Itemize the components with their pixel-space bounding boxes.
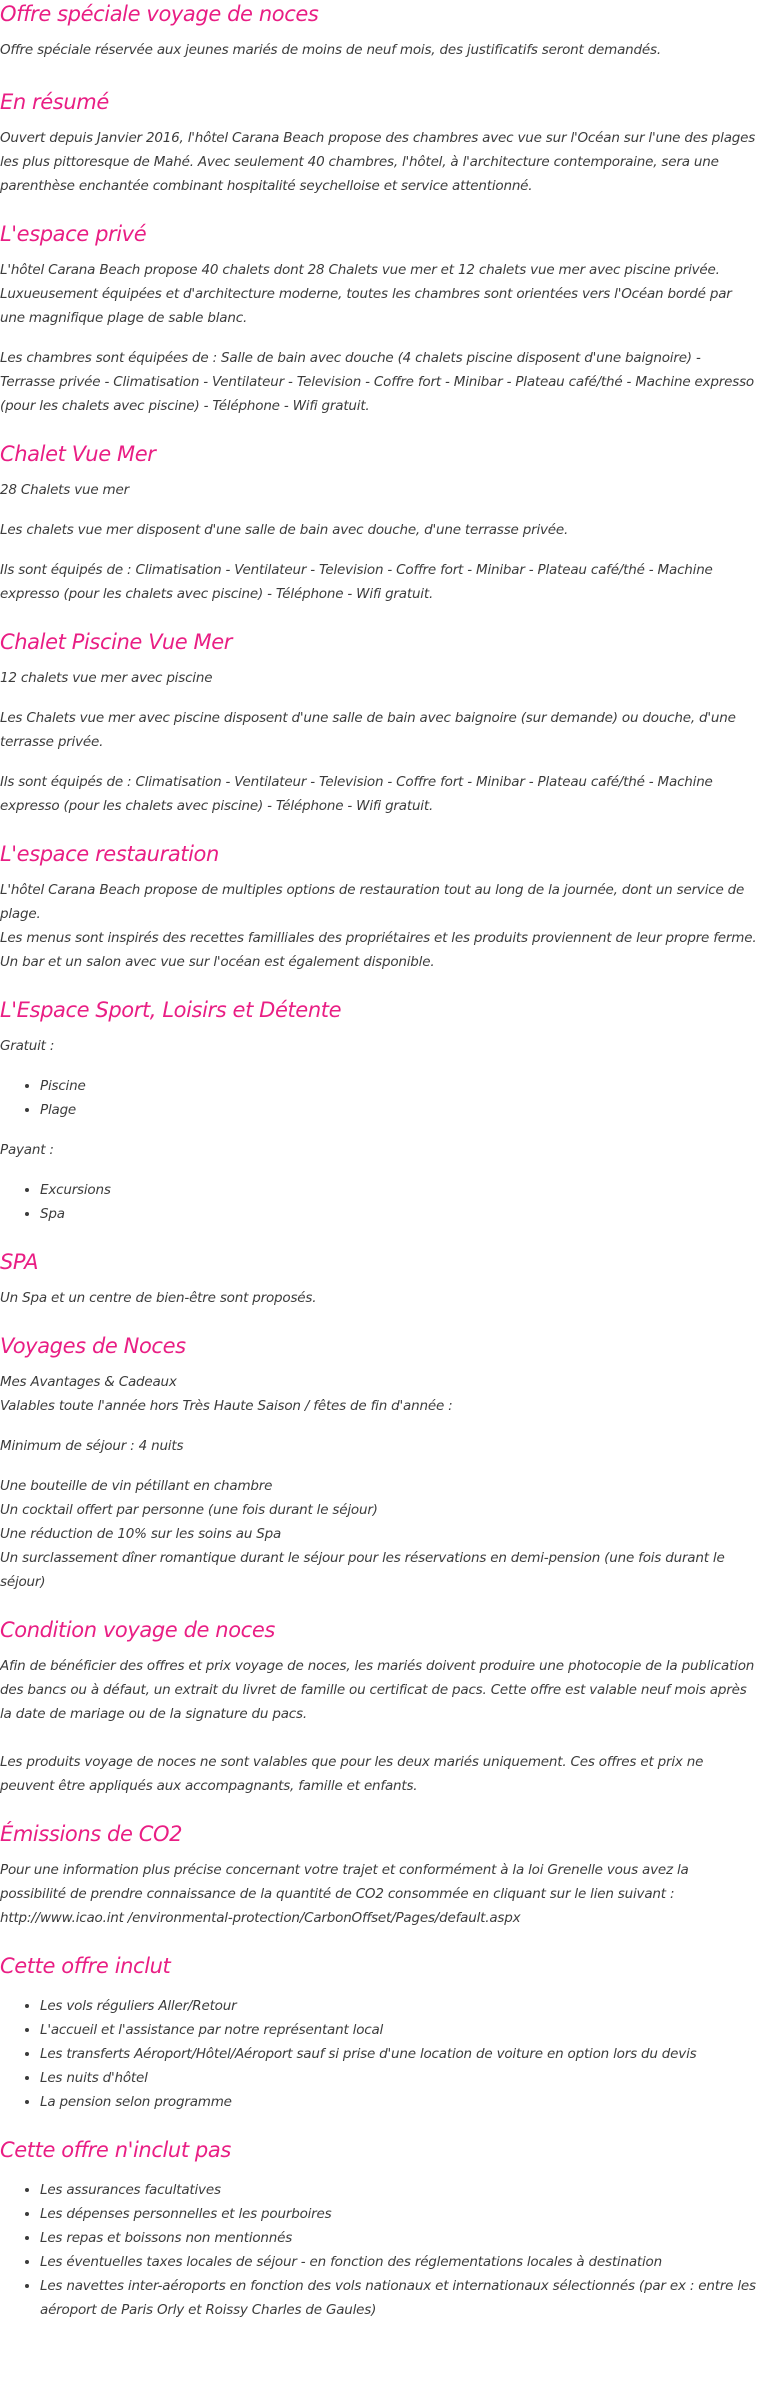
section-title: Émissions de CO2 bbox=[0, 1822, 183, 1846]
section-title: Chalet Piscine Vue Mer bbox=[0, 630, 233, 654]
section-chalet-piscine bbox=[0, 628, 758, 818]
section-chalet-vue-mer bbox=[0, 440, 758, 606]
list-ninclut bbox=[0, 2178, 758, 2322]
paragraph: Un Spa et un centre de bien-être sont proposés. bbox=[0, 1290, 317, 1306]
list-inclut bbox=[0, 1994, 758, 2114]
list-item: • Les nuits d'hôtel bbox=[40, 2066, 758, 2090]
section-title: Cette offre inclut bbox=[0, 1954, 171, 1978]
list-item: • Les assurances facultatives bbox=[40, 2178, 758, 2202]
section-title: Condition voyage de noces bbox=[0, 1618, 275, 1642]
section-voyages bbox=[0, 1332, 758, 1594]
list-item: • Les transferts Aéroport/Hôtel/Aéroport sauf si prise d'une location de voiture en option lors du devis bbox=[40, 2042, 758, 2066]
list-item: • Les éventuelles taxes locales de séjour - en fonction des réglementations locales à destination bbox=[40, 2250, 758, 2274]
paragraph: Les produits voyage de noces ne sont valables que pour les deux mariés uniquement. Ces offres et prix ne peuvent être appliqués aux accompagnants, famille et enfants. bbox=[0, 1754, 704, 1794]
paragraph-line: Un bar et un salon avec vue sur l'océan est également disponible. bbox=[0, 954, 435, 970]
section-sport bbox=[0, 996, 758, 1226]
section-title: Cette offre n'inclut pas bbox=[0, 2138, 231, 2162]
paragraph-line: Un surclassement dîner romantique durant le séjour pour les réservations en demi-pension (une fois durant le séjour) bbox=[0, 1550, 725, 1590]
paragraph: L'hôtel Carana Beach propose 40 chalets dont 28 Chalets vue mer et 12 chalets vue mer avec piscine privée. Luxueusement équipées et d'architecture moderne, toutes les chambres sont orientées vers l'Océan bordé par une magnifique plage de sable blanc. bbox=[0, 262, 732, 326]
section-ninclut bbox=[0, 2136, 758, 2322]
section-title: L'Espace Sport, Loisirs et Détente bbox=[0, 998, 342, 1022]
section-restauration bbox=[0, 840, 758, 974]
paragraph-line: L'hôtel Carana Beach propose de multiples options de restauration tout au long de la journée, dont un service de plage. bbox=[0, 882, 745, 922]
paragraph: Pour une information plus précise concernant votre trajet et conformément à la loi Grenelle vous avez la possibilité de prendre connaissance de la quantité de CO2 consommée en cliquant sur le lien suivant : http://www.icao.int /environmental-protection/CarbonOffset/Pages/default.aspx bbox=[0, 1862, 689, 1926]
list-gratuit bbox=[0, 1074, 758, 1122]
section-title: SPA bbox=[0, 1250, 39, 1274]
label-gratuit: Gratuit : bbox=[0, 1038, 55, 1054]
section-title: L'espace restauration bbox=[0, 842, 219, 866]
paragraph-line: Les menus sont inspirés des recettes familliales des propriétaires et les produits proviennent de leur propre ferme. bbox=[0, 930, 757, 946]
list-item: • Plage bbox=[40, 1098, 758, 1122]
paragraph: Ouvert depuis Janvier 2016, l'hôtel Carana Beach propose des chambres avec vue sur l'Océan sur l'une des plages les plus pittoresque de Mahé. Avec seulement 40 chambres, l'hôtel, à l'architecture contemporaine, sera une parenthèse enchantée combinant hospitalité seychelloise et service attentionné. bbox=[0, 130, 756, 194]
paragraph: Afin de bénéficier des offres et prix voyage de noces, les mariés doivent produire une photocopie de la publication des bancs ou à défaut, un extrait du livret de famille ou certificat de pacs. Cette offre est valable neuf mois après la date de mariage ou de la signature du pacs. bbox=[0, 1658, 755, 1722]
paragraph: Offre spéciale réservée aux jeunes mariés de moins de neuf mois, des justificatifs seront demandés. bbox=[0, 42, 661, 58]
section-espace-prive bbox=[0, 220, 758, 418]
paragraph-line: Un cocktail offert par personne (une fois durant le séjour) bbox=[0, 1502, 378, 1518]
paragraph: Les Chalets vue mer avec piscine disposent d'une salle de bain avec baignoire (sur demande) ou douche, d'une terrasse privée. bbox=[0, 710, 736, 750]
paragraph-line: Minimum de séjour : 4 nuits bbox=[0, 1438, 184, 1454]
paragraph: 12 chalets vue mer avec piscine bbox=[0, 670, 213, 686]
paragraph: Les chalets vue mer disposent d'une salle de bain avec douche, d'une terrasse privée. bbox=[0, 522, 569, 538]
list-item: • Les navettes inter-aéroports en fonction des vols nationaux et internationaux sélectionnés (par ex : entre les aéroport de Paris Orly et Roissy Charles de Gaules) bbox=[40, 2274, 758, 2322]
section-co2 bbox=[0, 1820, 758, 1930]
paragraph: Ils sont équipés de : Climatisation - Ventilateur - Television - Coffre fort - Minibar - Plateau café/thé - Machine expresso (pour les chalets avec piscine) - Téléphone - Wifi gratuit. bbox=[0, 774, 713, 814]
paragraph: Les chambres sont équipées de : Salle de bain avec douche (4 chalets piscine disposent d'une baignoire) - Terrasse privée - Climatisation - Ventilateur - Television - Coffre fort - Minibar - Plateau café/thé - Machine expresso (pour les chalets avec piscine) - Téléphone - Wifi gratuit. bbox=[0, 350, 754, 414]
section-title: Chalet Vue Mer bbox=[0, 442, 156, 466]
section-inclut bbox=[0, 1952, 758, 2114]
list-item: • Spa bbox=[40, 1202, 758, 1226]
section-offre bbox=[0, 0, 758, 62]
paragraph-line: Une bouteille de vin pétillant en chambre bbox=[0, 1478, 273, 1494]
section-title: En résumé bbox=[0, 90, 109, 114]
list-item: • Excursions bbox=[40, 1178, 758, 1202]
list-item: • La pension selon programme bbox=[40, 2090, 758, 2114]
section-spa bbox=[0, 1248, 758, 1310]
section-resume bbox=[0, 88, 758, 198]
section-title: L'espace privé bbox=[0, 222, 147, 246]
list-item: • Les vols réguliers Aller/Retour bbox=[40, 1994, 758, 2018]
section-title: Offre spéciale voyage de noces bbox=[0, 2, 319, 26]
paragraph-line: Mes Avantages & Cadeaux bbox=[0, 1374, 177, 1390]
label-payant: Payant : bbox=[0, 1142, 54, 1158]
list-payant bbox=[0, 1178, 758, 1226]
section-condition bbox=[0, 1616, 758, 1798]
paragraph: 28 Chalets vue mer bbox=[0, 482, 129, 498]
list-item: • Les dépenses personnelles et les pourboires bbox=[40, 2202, 758, 2226]
paragraph: Ils sont équipés de : Climatisation - Ventilateur - Television - Coffre fort - Minibar - Plateau café/thé - Machine expresso (pour les chalets avec piscine) - Téléphone - Wifi gratuit. bbox=[0, 562, 713, 602]
paragraph-line: Valables toute l'année hors Très Haute Saison / fêtes de fin d'année : bbox=[0, 1398, 453, 1414]
paragraph-line: Une réduction de 10% sur les soins au Spa bbox=[0, 1526, 282, 1542]
list-item: • Les repas et boissons non mentionnés bbox=[40, 2226, 758, 2250]
section-title: Voyages de Noces bbox=[0, 1334, 186, 1358]
list-item: • L'accueil et l'assistance par notre représentant local bbox=[40, 2018, 758, 2042]
list-item: • Piscine bbox=[40, 1074, 758, 1098]
